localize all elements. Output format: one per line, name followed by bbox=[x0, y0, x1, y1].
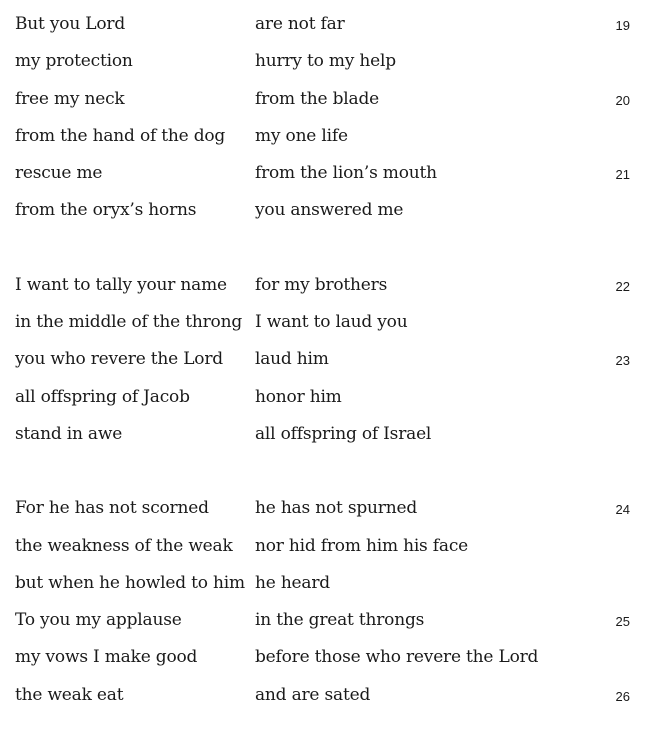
line-first-half: For he has not scorned bbox=[15, 498, 209, 519]
poem-line bbox=[0, 381, 664, 418]
verse-number: 25 bbox=[615, 614, 630, 630]
line-first-half: free my neck bbox=[15, 88, 125, 109]
line-second-half: are not far bbox=[255, 14, 345, 34]
line-first-half: the weak eat bbox=[15, 684, 124, 705]
line-first-half: my protection bbox=[15, 51, 133, 72]
line-first-half: but when he howled to him bbox=[15, 572, 245, 593]
line-second-half: he heard bbox=[255, 572, 330, 593]
poem-line bbox=[0, 120, 664, 157]
line-second-half: you answered me bbox=[255, 200, 404, 221]
poem-line bbox=[0, 641, 664, 678]
verse-number: 20 bbox=[615, 92, 630, 108]
poem-line bbox=[0, 604, 664, 641]
line-first-half: in the middle of the throng bbox=[15, 312, 243, 333]
poem-line bbox=[0, 83, 664, 120]
verse-number: 26 bbox=[615, 688, 630, 704]
line-first-half: To you my applause bbox=[15, 610, 182, 631]
line-second-half: from the blade bbox=[255, 88, 380, 109]
line-second-half: and are sated bbox=[255, 684, 371, 705]
line-second-half: in the great throngs bbox=[255, 610, 425, 631]
stanza-1 bbox=[0, 8, 664, 232]
line-second-half: he has not spurned bbox=[255, 498, 418, 519]
line-first-half: all offspring of Jacob bbox=[15, 386, 190, 407]
verse-number: 19 bbox=[615, 18, 630, 33]
verse-number: 24 bbox=[615, 502, 630, 518]
line-first-half: the weakness of the weak bbox=[15, 535, 233, 556]
line-second-half: my one life bbox=[255, 125, 348, 146]
poem-line bbox=[0, 269, 664, 306]
line-second-half: I want to laud you bbox=[255, 312, 408, 333]
line-first-half: from the hand of the dog bbox=[15, 125, 226, 146]
verse-number: 22 bbox=[615, 278, 630, 294]
poem-line bbox=[0, 567, 664, 604]
line-first-half: rescue me bbox=[15, 163, 103, 184]
line-first-half: my vows I make good bbox=[15, 647, 198, 668]
poem-line bbox=[0, 45, 664, 82]
line-second-half: honor him bbox=[255, 386, 342, 407]
line-first-half: But you Lord bbox=[15, 14, 126, 34]
line-second-half: nor hid from him his face bbox=[255, 535, 468, 556]
poem-line bbox=[0, 306, 664, 343]
poem-line bbox=[0, 343, 664, 380]
poem-line bbox=[0, 194, 664, 231]
line-second-half: hurry to my help bbox=[255, 51, 396, 72]
line-second-half: for my brothers bbox=[255, 274, 388, 295]
line-first-half: you who revere the Lord bbox=[15, 349, 223, 370]
line-second-half: laud him bbox=[255, 349, 329, 370]
line-second-half: before those who revere the Lord bbox=[255, 647, 539, 668]
poem-line bbox=[0, 8, 664, 45]
verse-number: 21 bbox=[615, 167, 630, 183]
poem-line bbox=[0, 157, 664, 194]
line-second-half: from the lion’s mouth bbox=[255, 163, 437, 184]
line-first-half: stand in awe bbox=[15, 423, 123, 444]
line-first-half: from the oryx’s horns bbox=[15, 200, 197, 221]
line-first-half: I want to tally your name bbox=[15, 274, 227, 295]
verse-number: 23 bbox=[615, 353, 630, 369]
line-second-half: all offspring of Israel bbox=[255, 423, 432, 444]
poem-line bbox=[0, 679, 664, 716]
stanza-3 bbox=[0, 492, 664, 716]
poem-line bbox=[0, 492, 664, 529]
poem-line bbox=[0, 418, 664, 455]
poem-line bbox=[0, 530, 664, 567]
stanza-2 bbox=[0, 269, 664, 455]
